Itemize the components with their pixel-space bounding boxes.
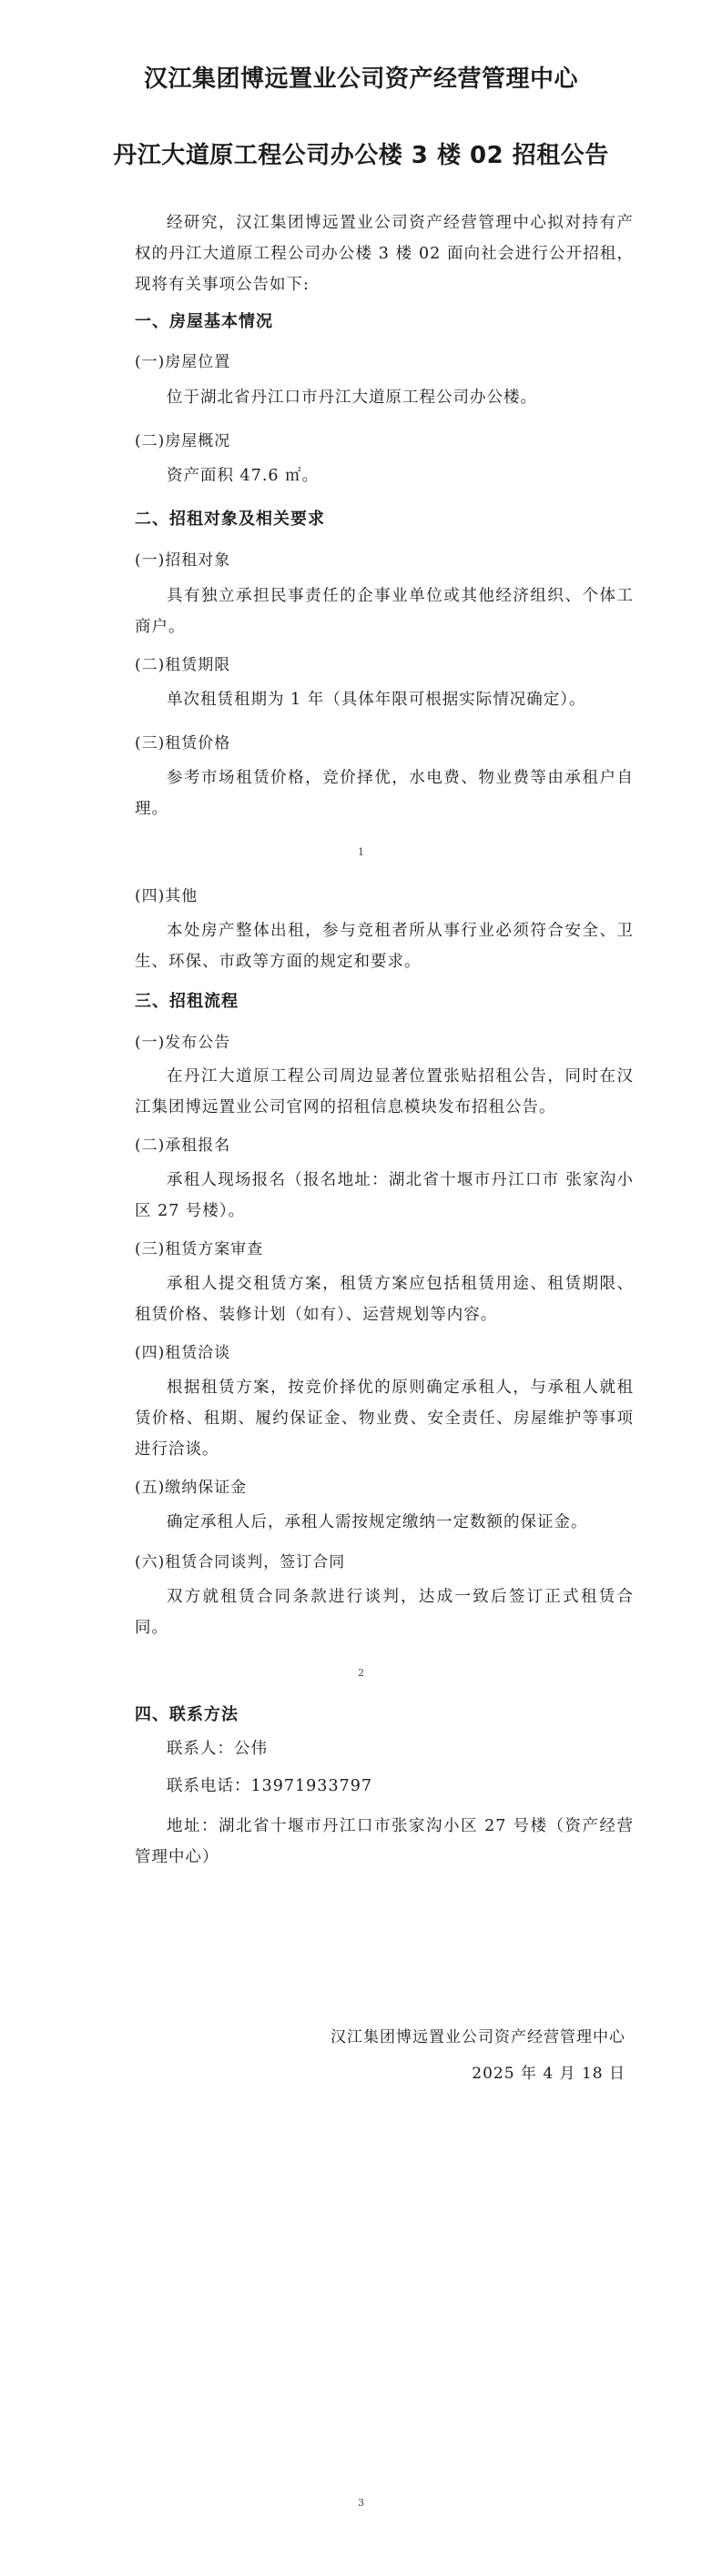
section-1-sub-1: (一)房屋位置 — [135, 353, 231, 371]
section-3-text-5: 确定承租人后，承租人需按规定缴纳一定数额的保证金。 — [167, 1513, 588, 1531]
section-1-text-2: 资产面积 47.6 ㎡。 — [167, 467, 320, 485]
section-3-heading: 三、招租流程 — [135, 992, 239, 1011]
page-number: 3 — [358, 2497, 364, 2509]
section-2-heading: 二、招租对象及相关要求 — [135, 510, 325, 529]
page-number: 2 — [358, 1667, 364, 1679]
section-3-text-2: 承租人现场报名（报名地址：湖北省十堰市丹江口市 张家沟小区 27 号楼）。 — [135, 1171, 634, 1220]
section-3-text-6: 双方就租赁合同条款进行谈判，达成一致后签订正式租赁合同。 — [135, 1588, 634, 1637]
footer-date: 2025 年 4 月 18 日 — [472, 2065, 625, 2083]
contact-person: 联系人：公伟 — [167, 1740, 268, 1758]
section-2-text-4: 本处房产整体出租，参与竞租者所从事行业必须符合安全、卫生、环保、市政等方面的规定和要求。 — [135, 922, 634, 971]
section-2-text-2: 单次租赁租期为 1 年（具体年限可根据实际情况确定）。 — [167, 691, 586, 709]
section-2-sub-3: (三)租赁价格 — [135, 734, 231, 753]
section-3-text-1: 在丹江大道原工程公司周边显著位置张贴招租公告，同时在汉江集团博远置业公司官网的招租信息模块发布招租公告。 — [135, 1067, 634, 1116]
section-2-text-3: 参考市场租赁价格，竞价择优，水电费、物业费等由承租户自理。 — [135, 769, 634, 818]
section-3-sub-5: (五)缴纳保证金 — [135, 1479, 248, 1497]
section-1-text-1: 位于湖北省丹江口市丹江大道原工程公司办公楼。 — [167, 389, 537, 407]
page-number: 1 — [358, 846, 364, 858]
section-3-sub-3: (三)租赁方案审查 — [135, 1240, 264, 1258]
section-3-sub-1: (一)发布公告 — [135, 1034, 231, 1052]
contact-phone: 联系电话：13971933797 — [167, 1777, 372, 1795]
section-3-sub-2: (二)承租报名 — [135, 1136, 231, 1155]
section-4-heading: 四、联系方法 — [135, 1705, 239, 1724]
section-1-heading: 一、房屋基本情况 — [135, 312, 273, 331]
document-title-org: 汉江集团博远置业公司资产经营管理中心 — [143, 66, 578, 93]
section-3-sub-4: (四)租赁洽谈 — [135, 1344, 231, 1362]
section-2-sub-1: (一)招租对象 — [135, 551, 231, 570]
section-3-text-4: 根据租赁方案，按竞价择优的原则确定承租人，与承租人就租赁价格、租期、履约保证金、物业费、安全责任、房屋维护等事项进行洽谈。 — [135, 1379, 634, 1459]
footer-org: 汉江集团博远置业公司资产经营管理中心 — [330, 2028, 625, 2046]
intro-paragraph: 经研究，汉江集团博远置业公司资产经营管理中心拟对持有产权的丹江大道原工程公司办公楼 3 楼 02 面向社会进行公开招租，现将有关事项公告如下: — [135, 214, 634, 294]
section-2-sub-2: (二)租赁期限 — [135, 656, 231, 674]
section-3-text-3: 承租人提交租赁方案，租赁方案应包括租赁用途、租赁期限、租赁价格、装修计划（如有）、运营规划等内容。 — [135, 1275, 634, 1324]
section-2-sub-4: (四)其他 — [135, 887, 198, 905]
document-title-notice: 丹江大道原工程公司办公楼 3 楼 02 招租公告 — [113, 142, 609, 169]
section-2-text-1: 具有独立承担民事责任的企事业单位或其他经济组织、个体工商户。 — [135, 587, 634, 636]
section-3-sub-6: (六)租赁合同谈判，签订合同 — [135, 1553, 346, 1571]
section-1-sub-2: (二)房屋概况 — [135, 432, 231, 450]
contact-address: 地址：湖北省十堰市丹江口市张家沟小区 27 号楼（资产经营管理中心） — [135, 1817, 634, 1866]
